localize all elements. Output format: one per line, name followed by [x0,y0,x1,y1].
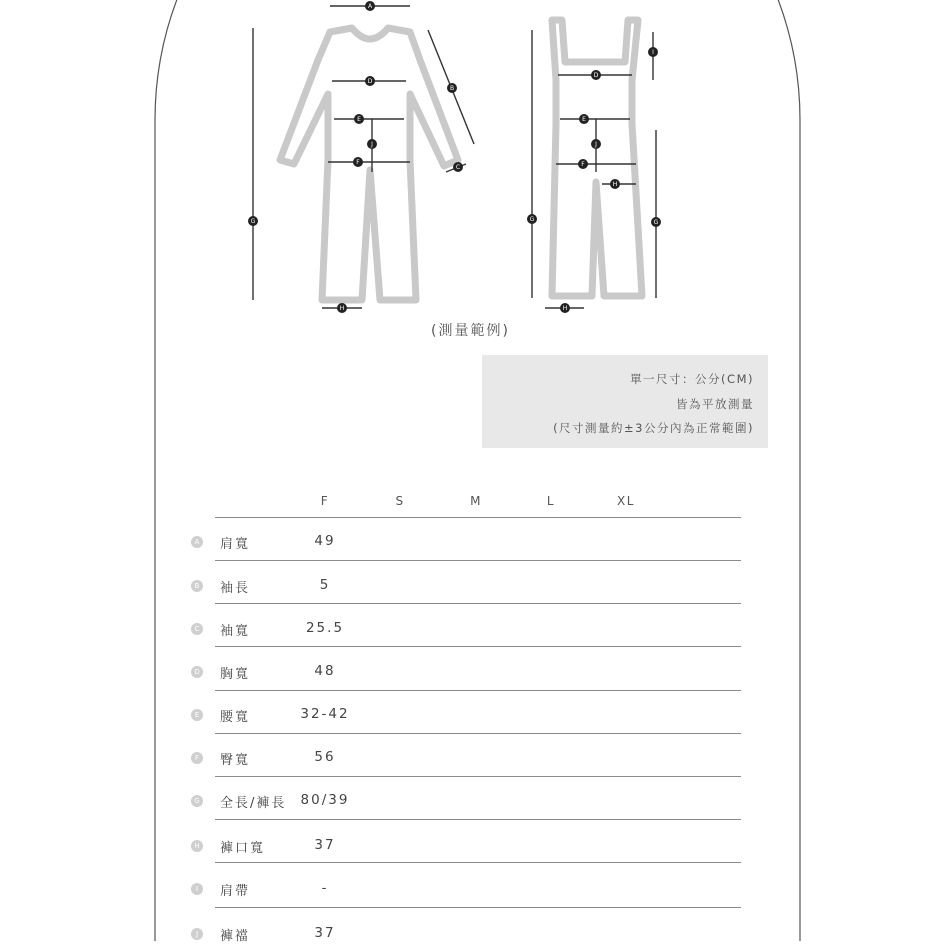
svg-text:J: J [595,141,597,148]
row-badge: B [191,580,203,592]
svg-text:H: H [612,181,618,188]
marker-g-2 [527,214,537,224]
row-badge: C [191,623,203,635]
row-label: 褲襠 [220,929,251,944]
svg-text:G: G [653,219,659,226]
divider [215,560,741,561]
size-header-m: M [470,494,482,508]
svg-text:J: J [371,141,373,148]
svg-text:A: A [367,3,373,10]
svg-text:F: F [581,161,585,168]
row-value: 56 [314,749,336,765]
row-badge: A [191,536,203,548]
row-badge: J [191,928,203,940]
svg-text:C: C [455,164,461,171]
divider [215,603,741,604]
row-label: 褲口寬 [220,841,266,856]
row-label: 肩寬 [220,537,251,552]
divider [215,907,741,908]
table-row [0,706,760,726]
row-label: 袖寬 [220,624,251,639]
svg-text:G: G [529,216,535,223]
divider [215,776,741,777]
table-row [0,837,760,857]
divider [215,517,741,518]
marker-d-2 [591,70,601,80]
marker-i-2 [648,47,658,57]
row-label: 袖長 [220,581,251,596]
marker-f [353,157,363,167]
row-badge: D [191,666,203,678]
table-row [0,880,760,900]
row-label: 肩帶 [220,884,251,899]
diagram-caption: (測量範例) [431,323,510,339]
row-value: 49 [314,533,336,549]
row-badge: E [191,709,203,721]
row-badge: H [191,840,203,852]
table-row [0,577,760,597]
row-value: 48 [314,663,336,679]
note-line-unit: 單一尺寸：公分(CM) [630,372,754,386]
row-badge: F [191,752,203,764]
svg-text:D: D [367,78,373,85]
svg-text:E: E [582,116,586,123]
divider [215,819,741,820]
marker-g [248,216,258,226]
svg-text:I: I [652,49,654,56]
size-header-s: S [395,494,405,508]
marker-e [354,114,364,124]
marker-j-2 [591,139,601,149]
divider [215,862,741,863]
row-value: - [321,880,329,896]
svg-text:G: G [250,218,256,225]
table-row [0,925,760,945]
svg-text:D: D [593,72,599,79]
size-header-f: F [320,494,330,508]
table-row [0,663,760,683]
note-line-tolerance: (尺寸測量約±3公分內為正常範圍) [553,421,754,435]
marker-c [453,162,463,172]
table-row [0,620,760,640]
measurement-note [482,355,768,448]
svg-text:H: H [339,305,345,312]
marker-e-2 [579,114,589,124]
row-label: 腰寬 [220,710,251,725]
marker-h [337,303,347,313]
row-value: 80/39 [300,792,350,808]
divider [215,646,741,647]
row-badge: G [191,795,203,807]
marker-j [367,139,377,149]
marker-h-2 [610,179,620,189]
size-header-l: L [546,494,556,508]
jumpsuit-longsleeve-outline [280,28,461,300]
marker-f-2 [578,159,588,169]
divider [215,733,741,734]
svg-text:B: B [449,85,455,92]
marker-b [447,83,457,93]
measurement-diagram [0,0,941,320]
row-label: 全長/褲長 [220,796,287,811]
row-value: 5 [319,577,331,593]
row-badge: I [191,883,203,895]
marker-g-3 [651,217,661,227]
divider [215,690,741,691]
svg-text:E: E [357,116,361,123]
row-value: 37 [314,925,336,941]
note-line-flat: 皆為平放測量 [676,397,754,411]
marker-h-3 [560,303,570,313]
size-header-row [0,494,760,510]
size-header-xl: XL [617,494,635,508]
row-value: 32-42 [300,706,350,722]
row-value: 25.5 [305,620,345,636]
table-row [0,792,760,812]
row-label: 胸寬 [220,667,251,682]
table-row [0,533,760,553]
svg-text:F: F [356,159,360,166]
marker-a [365,1,375,11]
row-label: 臀寬 [220,753,251,768]
marker-d [365,76,375,86]
jumpsuit-sleeveless-outline [552,20,642,296]
svg-text:H: H [562,305,568,312]
table-row [0,749,760,769]
row-value: 37 [314,837,336,853]
